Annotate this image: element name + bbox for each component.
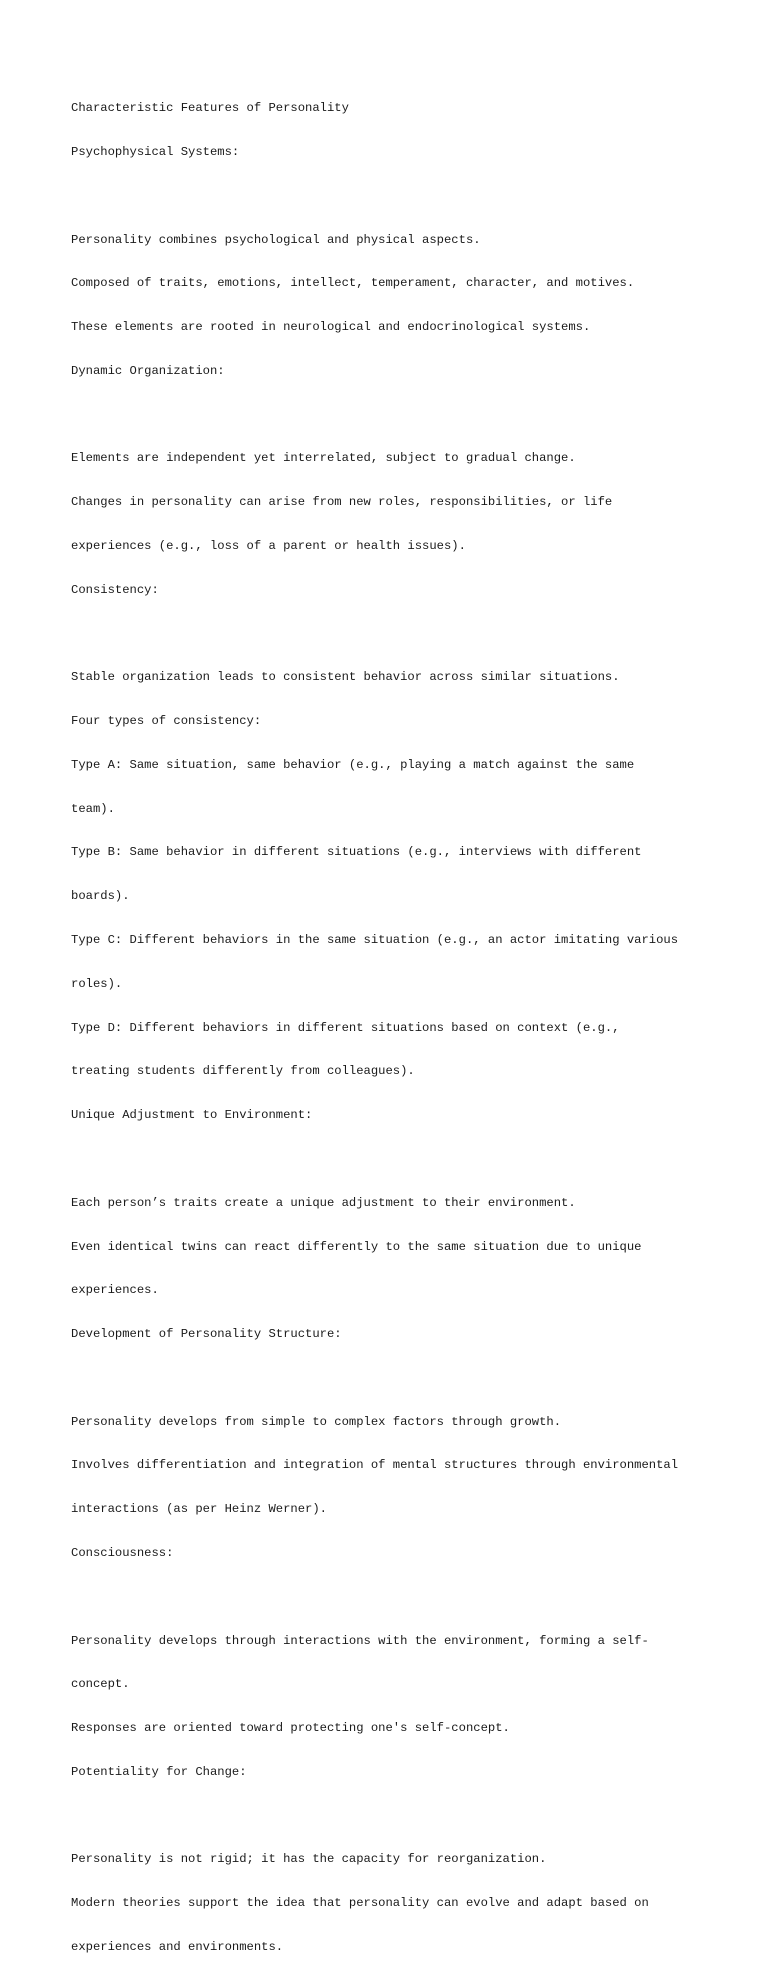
text-line: experiences (e.g., loss of a parent or health issues). [71,539,466,553]
text-line: Composed of traits, emotions, intellect, temperament, character, and motives. [71,276,635,291]
blank-line [71,1371,731,1386]
blank-line [71,189,731,204]
section-heading-potentiality: Potentiality for Change: [71,1764,247,1779]
text-line: team). [71,801,115,816]
section-heading-dynamic-organization: Dynamic Organization: [71,363,225,378]
text-line: Involves differentiation and integration of mental structures through environmental [71,1458,679,1473]
text-line: These elements are rooted in neurological and endocrinological systems. [71,320,591,335]
blank-line [71,1152,731,1167]
text-line: Personality develops through interactions with the environment, forming a self- [71,1633,649,1648]
text-line: Type D: Different behaviors in different situations based on context (e.g., [71,1020,620,1035]
text-line: Type B: Same behavior in different situations (e.g., interviews with different [71,845,642,860]
blank-line [71,1590,731,1605]
text-line: Elements are independent yet interrelated, subject to gradual change. [71,451,576,466]
text-line: Personality develops from simple to complex factors through growth. [71,1414,562,1429]
section-heading-consistency: Consistency: [71,582,159,597]
document-page [71,72,731,1969]
text-line: Stable organization leads to consistent behavior across similar situations. [71,670,620,685]
section-heading-psychophysical-systems: Psychophysical Systems: [71,144,240,159]
text-line: Each person’s traits create a unique adjustment to their environment. [71,1195,576,1210]
text-line: Type C: Different behaviors in the same situation (e.g., an actor imitating various [71,933,679,948]
document-title: Characteristic Features of Personality [71,101,349,116]
text-line: Personality combines psychological and physical aspects. [71,232,481,247]
text-line: roles). [71,976,123,991]
text-line: experiences and environments. [71,1940,284,1954]
blank-line [71,1809,731,1824]
blank-line [71,408,731,423]
section-heading-development: Development of Personality Structure: [71,1327,342,1342]
section-heading-consciousness: Consciousness: [71,1545,174,1560]
text-line: Even identical twins can react differently to the same situation due to unique [71,1239,642,1254]
text-line: experiences. [71,1283,159,1298]
text-line: concept. [71,1677,130,1692]
text-line: Four types of consistency: [71,714,262,729]
text-line: Personality is not rigid; it has the capacity for reorganization. [71,1852,547,1867]
section-heading-unique-adjustment: Unique Adjustment to Environment: [71,1108,313,1123]
text-line: interactions (as per Heinz Werner). [71,1502,327,1517]
blank-line [71,627,731,642]
text-line: Changes in personality can arise from new roles, responsibilities, or life [71,495,613,510]
text-line: boards). [71,889,130,904]
text-line: Modern theories support the idea that personality can evolve and adapt based on [71,1896,649,1911]
text-line: Type A: Same situation, same behavior (e.g., playing a match against the same [71,757,635,772]
text-line: Responses are oriented toward protecting one's self-concept. [71,1721,510,1736]
text-line: treating students differently from colleagues). [71,1064,415,1079]
